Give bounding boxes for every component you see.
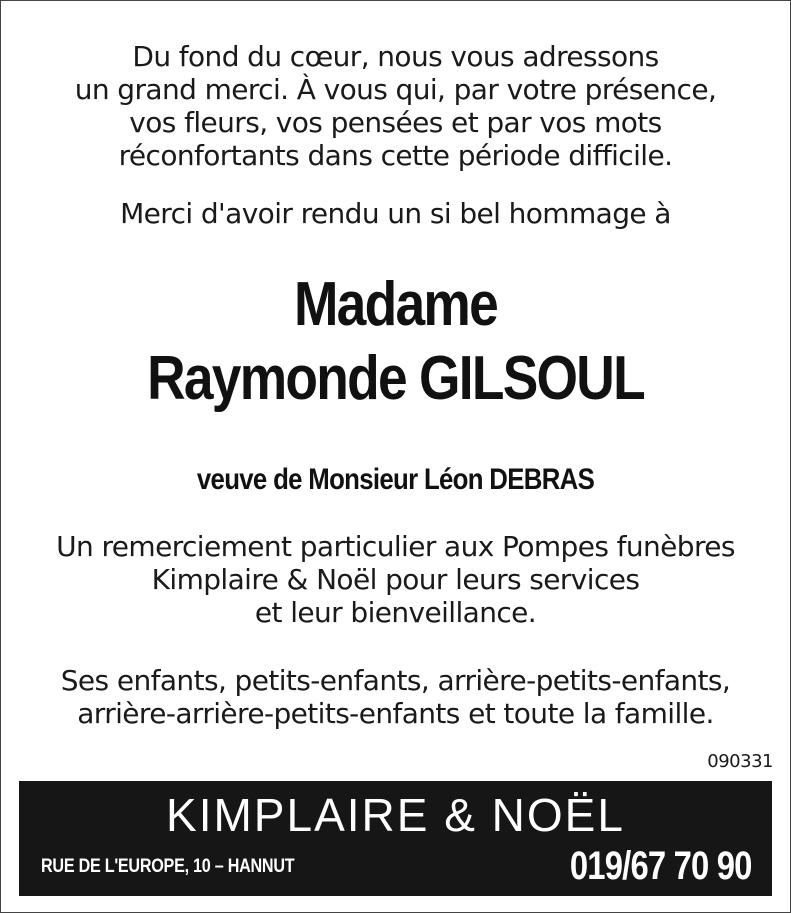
thanks-line: Un remerciement particulier aux Pompes funèbres [56,530,735,563]
family-line: arrière-arrière-petits-enfants et toute la famille. [77,697,714,730]
deceased-fullname: Raymonde GILSOUL [147,344,644,413]
thanks-line: et leur bienveillance. [254,596,537,629]
widow-of-line: veuve de Monsieur Léon DEBRAS [196,463,595,496]
intro-line: réconfortants dans cette période difficile. [118,139,673,172]
funeral-home-banner [19,781,772,896]
intro-paragraph [0,40,791,172]
intro-line: un grand merci. À vous qui, par votre présence, [74,73,717,106]
deceased-title: Madame [293,270,498,339]
deceased-name [55,268,735,416]
reference-number: 090331 [707,751,773,772]
funeral-home-name: KIMPLAIRE & NOËL [166,789,625,841]
thanks-paragraph [0,530,791,629]
funeral-home-address: RUE DE L'EUROPE, 10 – HANNUT [41,856,295,877]
intro-line: vos fleurs, vos pensées et par vos mots [129,106,662,139]
family-paragraph [0,664,791,730]
hommage-line: Merci d'avoir rendu un si bel hommage à [120,197,671,230]
family-line: Ses enfants, petits-enfants, arrière-petits-enfants, [60,664,731,697]
funeral-home-phone: 019/67 70 90 [570,844,752,888]
thanks-line: Kimplaire & Noël pour leurs services [151,563,640,596]
intro-line: Du fond du cœur, nous vous adressons [132,40,659,73]
